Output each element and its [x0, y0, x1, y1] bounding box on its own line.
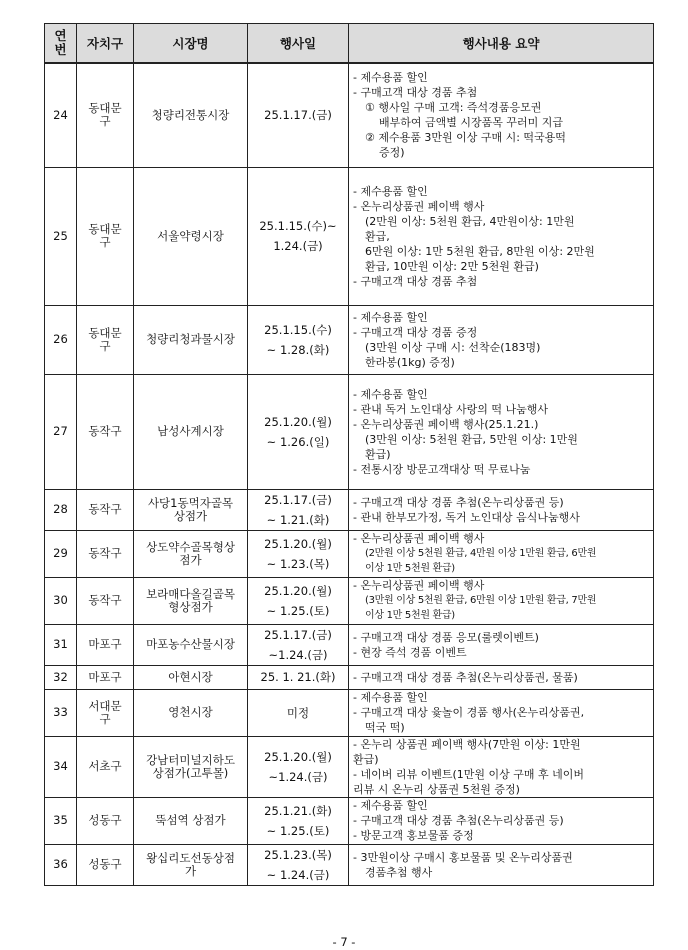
event-date-cell: 25.1.20.(월) ~ 1.25.(토) — [248, 577, 349, 624]
event-date-cell: 25.1.20.(월) ~ 1.23.(목) — [248, 530, 349, 577]
event-summary-cell — [349, 577, 654, 624]
district-cell: 동작구 — [77, 577, 134, 624]
summary-line: 환급) — [353, 752, 379, 766]
summary-line: - 구매고객 대상 경품 응모(룰렛이벤트) — [353, 630, 539, 644]
summary-line: - 온누리상품권 페이백 행사 — [353, 532, 485, 545]
summary-line: 이상 1만 5천원 환급) — [365, 563, 455, 574]
table-row — [45, 577, 654, 624]
summary-line: - 제수용품 할인 — [353, 799, 428, 812]
market-name-cell: 남성사계시장 — [134, 374, 248, 489]
market-name-cell: 상도약수골목형상 점가 — [134, 530, 248, 577]
district-cell: 성동구 — [77, 797, 134, 844]
district-cell: 동작구 — [77, 530, 134, 577]
summary-line: - 전통시장 방문고객대상 떡 무료나눔 — [353, 462, 531, 476]
summary-line: - 제수용품 할인 — [353, 184, 428, 198]
market-name-cell: 서울약령시장 — [134, 167, 248, 305]
summary-line: - 구매고객 대상 경품 추첨 — [353, 274, 478, 288]
header-market: 시장명 — [134, 24, 248, 64]
header-district: 자치구 — [77, 24, 134, 64]
table-row — [45, 305, 654, 374]
summary-line: (2만원 이상 5천원 환급, 4만원 이상 1만원 환급, 6만원 — [365, 548, 597, 559]
summary-line: - 온누리상품권 페이백 행사(25.1.21.) — [353, 417, 539, 431]
row-number: 24 — [45, 63, 77, 167]
summary-line: - 방문고객 홍보물품 증정 — [353, 829, 474, 842]
event-summary-cell — [349, 689, 654, 736]
table-row — [45, 167, 654, 305]
summary-line: - 현장 즉석 경품 이벤트 — [353, 645, 467, 659]
event-summary-cell — [349, 167, 654, 305]
event-summary-cell — [349, 665, 654, 689]
summary-line: 환급, — [365, 229, 390, 243]
row-number: 36 — [45, 844, 77, 885]
event-date-cell: 25.1.15.(수)~ 1.24.(금) — [248, 167, 349, 305]
summary-line: - 제수용품 할인 — [353, 387, 428, 401]
market-name-cell: 마포농수산물시장 — [134, 624, 248, 665]
summary-line: (3만원 이상 5천원 환급, 6만원 이상 1만원 환급, 7만원 — [365, 595, 597, 606]
table-row — [45, 63, 654, 167]
event-summary-cell — [349, 624, 654, 665]
summary-line: 환급, 10만원 이상: 2만 5천원 환급) — [365, 259, 539, 273]
summary-line: - 관내 한부모가정, 독거 노인대상 음식나눔행사 — [353, 510, 580, 524]
summary-line: 리뷰 시 온누리 상품권 5천원 증정) — [353, 782, 520, 796]
row-number: 33 — [45, 689, 77, 736]
table-row — [45, 530, 654, 577]
table-row — [45, 665, 654, 689]
summary-line: - 구매고객 대상 경품 추첨(온누리상품권 등) — [353, 814, 564, 827]
event-summary-cell — [349, 797, 654, 844]
event-date-cell: 25.1.20.(월) ~1.24.(금) — [248, 736, 349, 797]
district-cell: 마포구 — [77, 665, 134, 689]
event-date-cell: 25.1.15.(수) ~ 1.28.(화) — [248, 305, 349, 374]
district-cell: 동작구 — [77, 374, 134, 489]
summary-line: - 3만원이상 구매시 홍보물품 및 온누리상품권 — [353, 850, 573, 864]
summary-line: (3만원 이상 구매 시: 선착순(183명) — [365, 340, 541, 354]
market-name-cell: 보라매다올길골목 형상점가 — [134, 577, 248, 624]
header-row — [45, 24, 654, 64]
district-cell: 서대문 구 — [77, 689, 134, 736]
header-no-bottom: 번 — [54, 42, 67, 57]
table-row — [45, 689, 654, 736]
market-name-cell: 청량리청과물시장 — [134, 305, 248, 374]
event-summary-cell — [349, 736, 654, 797]
table-row — [45, 374, 654, 489]
event-summary-cell — [349, 844, 654, 885]
row-number: 35 — [45, 797, 77, 844]
event-summary-cell — [349, 63, 654, 167]
row-number: 32 — [45, 665, 77, 689]
summary-line: ① 행사일 구매 고객: 즉석경품응모권 — [365, 101, 542, 115]
summary-line: (2만원 이상: 5천원 환급, 4만원이상: 1만원 — [365, 214, 575, 228]
table-row — [45, 489, 654, 530]
district-cell: 서초구 — [77, 736, 134, 797]
table-row — [45, 844, 654, 885]
summary-line: 한라봉(1kg) 증정) — [365, 355, 455, 369]
summary-line: - 제수용품 할인 — [353, 310, 428, 324]
summary-line: 6만원 이상: 1만 5천원 환급, 8만원 이상: 2만원 — [365, 244, 595, 258]
market-name-cell: 영천시장 — [134, 689, 248, 736]
summary-line: - 관내 독거 노인대상 사랑의 떡 나눔행사 — [353, 402, 548, 416]
event-date-cell: 25.1.21.(화) ~ 1.25.(토) — [248, 797, 349, 844]
district-cell: 동대문 구 — [77, 305, 134, 374]
row-number: 27 — [45, 374, 77, 489]
summary-line: - 온누리 상품권 페이백 행사(7만원 이상: 1만원 — [353, 737, 581, 751]
summary-line: - 온누리상품권 페이백 행사 — [353, 199, 485, 213]
row-number: 25 — [45, 167, 77, 305]
market-name-cell: 뚝섬역 상점가 — [134, 797, 248, 844]
summary-line: (3만원 이상: 5천원 환급, 5만원 이상: 1만원 — [365, 432, 578, 446]
event-date-cell: 25.1.17.(금) ~1.24.(금) — [248, 624, 349, 665]
table-row — [45, 797, 654, 844]
event-summary-cell — [349, 305, 654, 374]
market-name-cell: 강남터미널지하도 상점가(고투몰) — [134, 736, 248, 797]
header-summary: 행사내용 요약 — [349, 24, 654, 64]
market-name-cell: 왕십리도선동상점 가 — [134, 844, 248, 885]
summary-line: 환급) — [365, 447, 391, 461]
page-number: - 7 - — [332, 935, 356, 949]
event-schedule-table — [44, 23, 654, 886]
summary-line: - 구매고객 대상 경품 추첨 — [353, 86, 478, 100]
district-cell: 동대문 구 — [77, 63, 134, 167]
header-no-top: 연 — [54, 28, 67, 43]
summary-line: 떡국 떡) — [365, 721, 405, 734]
event-date-cell: 25.1.23.(목) ~ 1.24.(금) — [248, 844, 349, 885]
summary-line: - 온누리상품권 페이백 행사 — [353, 579, 485, 592]
row-number: 26 — [45, 305, 77, 374]
summary-line: 경품추첨 행사 — [365, 865, 433, 879]
row-number: 31 — [45, 624, 77, 665]
summary-line: - 네이버 리뷰 이벤트(1만원 이상 구매 후 네이버 — [353, 767, 585, 781]
header-date: 행사일 — [248, 24, 349, 64]
district-cell: 성동구 — [77, 844, 134, 885]
summary-line: 증정) — [379, 146, 405, 160]
district-cell: 동작구 — [77, 489, 134, 530]
summary-line: 이상 1만 5천원 환급) — [365, 610, 455, 621]
event-date-cell: 25.1.20.(월) ~ 1.26.(일) — [248, 374, 349, 489]
market-name-cell: 청량리전통시장 — [134, 63, 248, 167]
market-name-cell: 사당1동먹자골목 상점가 — [134, 489, 248, 530]
summary-line: - 구매고객 대상 경품 증정 — [353, 325, 478, 339]
event-date-cell: 25.1.17.(금) — [248, 63, 349, 167]
summary-line: ② 제수용품 3만원 이상 구매 시: 떡국용떡 — [365, 131, 566, 145]
row-number: 28 — [45, 489, 77, 530]
summary-line: - 구매고객 대상 경품 추첨(온누리상품권, 물품) — [353, 670, 578, 684]
event-date-cell: 25.1.17.(금) ~ 1.21.(화) — [248, 489, 349, 530]
district-cell: 동대문 구 — [77, 167, 134, 305]
event-date-cell: 25. 1. 21.(화) — [248, 665, 349, 689]
row-number: 29 — [45, 530, 77, 577]
table-row — [45, 736, 654, 797]
event-summary-cell — [349, 489, 654, 530]
header-no — [45, 24, 77, 64]
market-name-cell: 아현시장 — [134, 665, 248, 689]
row-number: 30 — [45, 577, 77, 624]
summary-line: - 구매고객 대상 윷놀이 경품 행사(온누리상품권, — [353, 706, 585, 719]
row-number: 34 — [45, 736, 77, 797]
summary-line: - 제수용품 할인 — [353, 71, 428, 85]
table-row — [45, 624, 654, 665]
event-date-cell: 미정 — [248, 689, 349, 736]
summary-line: - 제수용품 할인 — [353, 691, 428, 704]
event-summary-cell — [349, 374, 654, 489]
district-cell: 마포구 — [77, 624, 134, 665]
summary-line: - 구매고객 대상 경품 추첨(온누리상품권 등) — [353, 495, 564, 509]
event-summary-cell — [349, 530, 654, 577]
summary-line: 배부하여 금액별 시장품목 꾸러미 지급 — [379, 116, 564, 130]
